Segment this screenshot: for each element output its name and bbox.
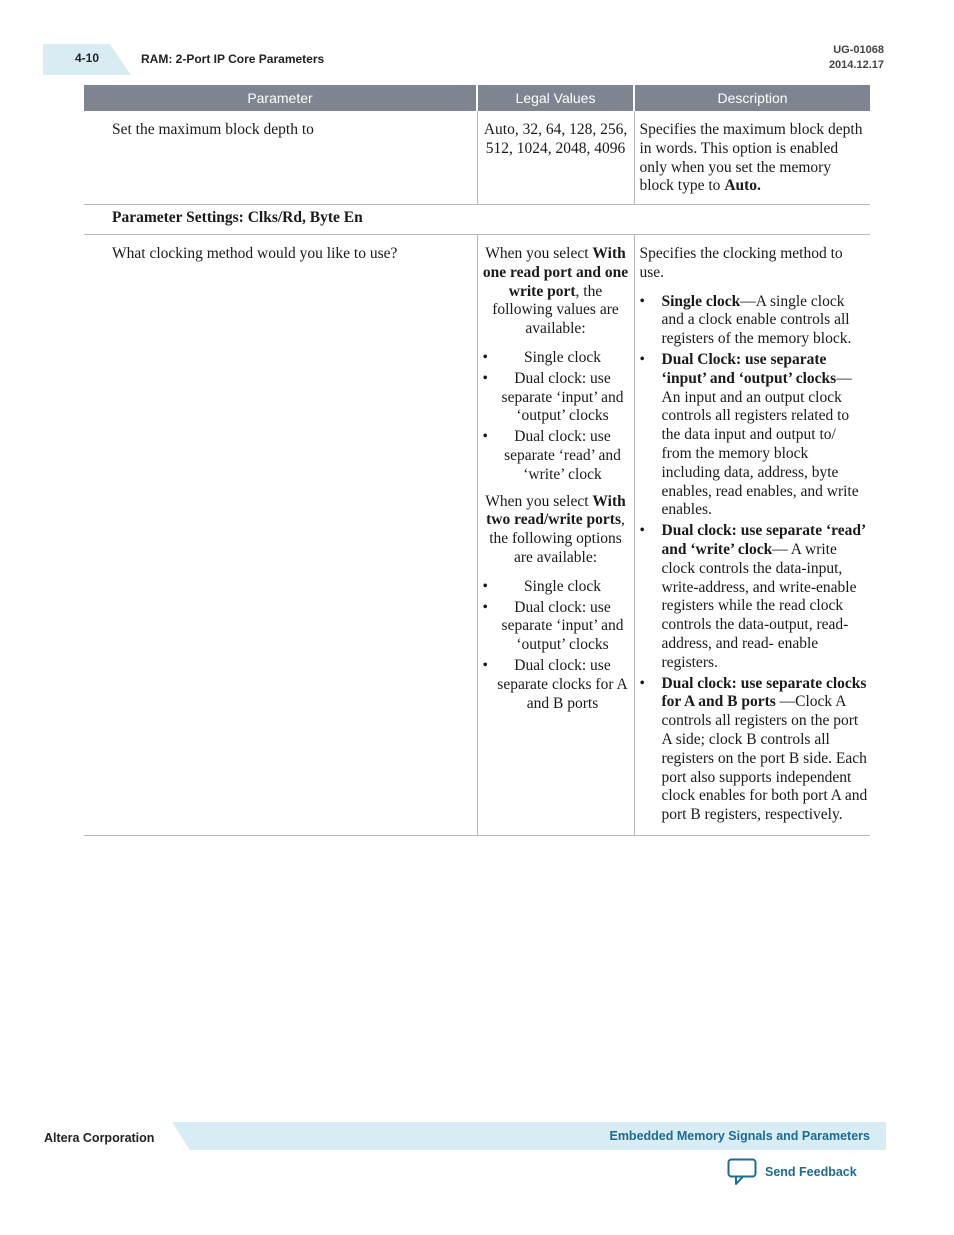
description-text: Specifies the maximum block depth in words. This option is enabled only when you set the memory block type to [639, 121, 863, 195]
parameters-table [84, 85, 870, 836]
group2-intro-pre: When you select [485, 492, 589, 510]
group2-options-list [483, 578, 629, 714]
description-bold: Auto. [724, 177, 761, 195]
doc-id-number: UG-01068 [833, 44, 884, 56]
group1-intro-pre: When you select [485, 244, 589, 262]
group1-intro-bold: With one read port and one write port [482, 244, 629, 300]
list-item: • Dual clock: use separate ‘read’ and ‘write’ clock [483, 428, 629, 484]
table-row [84, 234, 870, 835]
chapter-link[interactable]: Embedded Memory Signals and Parameters [609, 1129, 870, 1143]
param-max-block-depth: Set the maximum block depth to [84, 111, 477, 205]
item-text: —A single clock and a clock enable controls all registers of the memory block. [661, 292, 852, 348]
description-intro: Specifies the clocking method to use. [639, 244, 843, 281]
item-term: Dual Clock: use separate ‘input’ and ‘output’ clocks [661, 350, 837, 387]
group2-intro-bold: With two read/write ports [486, 492, 626, 529]
group2-intro [483, 493, 629, 568]
section-heading-row [84, 205, 870, 235]
group1-options-list [483, 349, 629, 485]
item-text: — A write clock controls the data-input, write-address, and write-enable registers while the read clock controls the data-output, read-address, and read- enable registers. [661, 540, 857, 671]
column-header-description: Description [634, 85, 870, 111]
item-term: Dual clock: use separate clocks for A and B ports [661, 674, 867, 711]
item-text: —An input and an output clock controls all registers related to the data input and output to/ from the memory block including data, address, byte enables, read enables, and write enables. [661, 369, 859, 519]
list-item: • Single clock [483, 349, 629, 368]
column-header-legal-values: Legal Values [477, 85, 634, 111]
list-item: • Single clock [483, 578, 629, 597]
group1-intro-post: , the following values are available: [492, 282, 619, 338]
group1-intro [483, 245, 629, 339]
item-term: Dual clock: use separate ‘read’ and ‘write’ clock [661, 522, 865, 558]
item-text: —Clock A controls all registers on the port A side; clock B controls all registers on the port B side. Each port also supports independent clock enables for both port A and port B registers, respectively. [661, 693, 868, 824]
description-list [640, 293, 869, 825]
legal-values-clocking-method [477, 234, 634, 835]
column-header-parameter: Parameter [84, 85, 477, 111]
table-header-row [84, 85, 870, 111]
section-heading: Parameter Settings: Clks/Rd, Byte En [84, 205, 870, 235]
send-feedback-label: Send Feedback [765, 1165, 857, 1179]
document-id [829, 43, 884, 73]
section-title: RAM: 2-Port IP Core Parameters [141, 52, 325, 66]
description-max-block-depth [634, 111, 870, 205]
legal-values-max-block-depth: Auto, 32, 64, 128, 256, 512, 1024, 2048, 4096 [477, 111, 634, 205]
company-name: Altera Corporation [44, 1131, 155, 1145]
list-item: • Dual clock: use separate clocks for A and B ports [483, 657, 629, 713]
send-feedback-link[interactable] [727, 1158, 857, 1186]
list-item: • Dual clock: use separate ‘input’ and ‘output’ clocks [483, 370, 629, 426]
group2-intro-post: , the following options are available: [489, 511, 625, 566]
description-clocking-method [634, 234, 870, 835]
item-term: Single clock [661, 292, 741, 310]
feedback-bubble-icon [727, 1158, 757, 1186]
list-item: • Dual clock: use separate ‘input’ and ‘output’ clocks [483, 599, 629, 655]
doc-date: 2014.12.17 [828, 59, 884, 71]
list-item [640, 293, 869, 349]
table-row [84, 111, 870, 205]
page-number: 4-10 [75, 51, 100, 65]
list-item [640, 522, 869, 672]
list-item [640, 351, 869, 520]
list-item [640, 675, 869, 825]
param-clocking-method: What clocking method would you like to use? [84, 234, 477, 835]
